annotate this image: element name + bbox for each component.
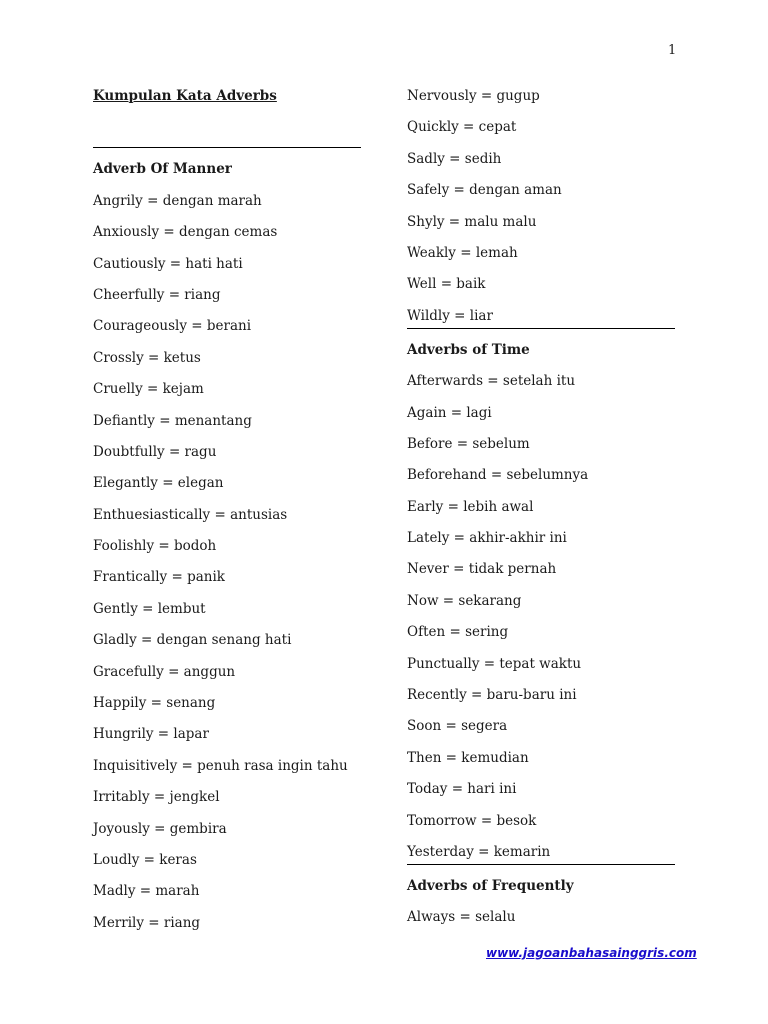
list-item: Yesterday = kemarin — [407, 842, 675, 865]
list-item: Gently = lembut — [93, 600, 206, 617]
list-item: Tomorrow = besok — [407, 812, 537, 829]
list-item: Recently = baru-baru ini — [407, 687, 577, 704]
list-item: Quickly = cepat — [407, 119, 517, 136]
list-item: Weakly = lemah — [407, 244, 518, 261]
list-item: Doubtfully = ragu — [93, 443, 217, 460]
list-item: Soon = segera — [407, 718, 508, 735]
list-item: Beforehand = sebelumnya — [407, 467, 589, 484]
list-item: Happily = senang — [93, 695, 216, 712]
list-item: Defiantly = menantang — [93, 412, 252, 429]
list-item: Before = sebelum — [407, 435, 530, 452]
list-item: Courageously = berani — [93, 318, 252, 335]
list-item: Loudly = keras — [93, 851, 197, 868]
page-number: 1 — [668, 43, 677, 58]
list-item: Often = sering — [407, 624, 509, 641]
list-item: Then = kemudian — [407, 749, 529, 766]
list-item: Well = baik — [407, 276, 486, 293]
list-item: Shyly = malu malu — [407, 213, 537, 230]
document-title: Kumpulan Kata Adverbs — [93, 88, 277, 104]
list-item: Anxiously = dengan cemas — [93, 224, 278, 241]
list-item: Frantically = panik — [93, 569, 225, 586]
list-item: Again = lagi — [407, 404, 492, 421]
manner-list — [93, 191, 361, 944]
list-item: Early = lebih awal — [407, 498, 534, 515]
list-item: Lately = akhir-akhir ini — [407, 530, 567, 547]
list-item: Inquisitively = penuh rasa ingin tahu — [93, 757, 348, 774]
list-item: Nervously = gugup — [407, 88, 540, 104]
list-item: Never = tidak pernah — [407, 561, 557, 578]
section-heading-manner: Adverb Of Manner — [93, 161, 232, 178]
list-item: Madly = marah — [93, 883, 200, 900]
list-item: Elegantly = elegan — [93, 475, 224, 492]
list-item: Gracefully = anggun — [93, 663, 236, 680]
title-divider — [93, 117, 361, 148]
list-item: Cautiously = hati hati — [93, 255, 243, 272]
frequency-list — [407, 907, 675, 938]
list-item: Safely = dengan aman — [407, 182, 562, 199]
list-item: Enthuesiastically = antusias — [93, 506, 288, 523]
list-item: Hungrily = lapar — [93, 726, 209, 743]
manner-continued-list — [407, 86, 675, 329]
list-item: Foolishly = bodoh — [93, 538, 217, 555]
list-item: Today = hari ini — [407, 781, 517, 798]
list-item: Now = sekarang — [407, 592, 522, 609]
list-item: Wildly = liar — [407, 306, 675, 329]
list-item: Gladly = dengan senang hati — [93, 632, 292, 649]
list-item: Punctually = tepat waktu — [407, 655, 582, 672]
time-list — [407, 371, 675, 865]
list-item: Afterwards = setelah itu — [407, 373, 576, 390]
list-item: Joyously = gembira — [93, 820, 227, 837]
list-item: Sadly = sedih — [407, 150, 502, 167]
list-item: Cruelly = kejam — [93, 381, 204, 398]
right-column — [407, 86, 675, 939]
section-heading-time: Adverbs of Time — [407, 341, 530, 358]
website-link[interactable]: www.jagoanbahasainggris.com — [486, 946, 697, 960]
list-item: Cheerfully = riang — [93, 286, 221, 303]
list-item: Irritably = jengkel — [93, 789, 220, 806]
section-heading-frequency: Adverbs of Frequently — [407, 877, 574, 894]
left-column — [93, 86, 361, 944]
list-item: Merrily = riang — [93, 914, 201, 931]
list-item: Angrily = dengan marah — [93, 192, 262, 209]
list-item: Always = selalu — [407, 909, 516, 926]
list-item: Crossly = ketus — [93, 349, 201, 366]
